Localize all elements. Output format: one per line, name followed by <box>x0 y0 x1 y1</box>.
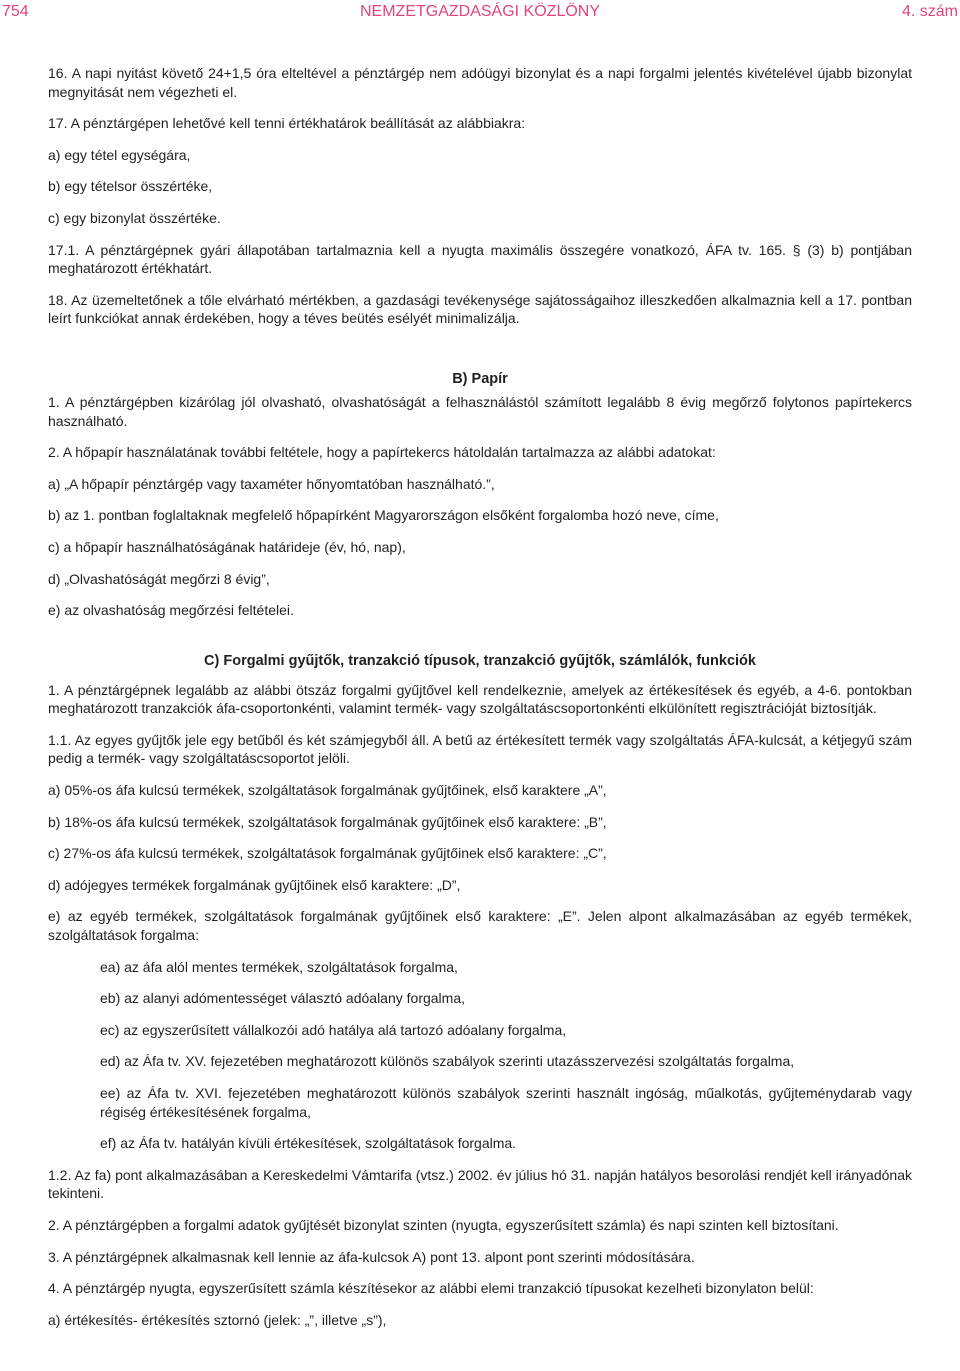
list-item: c) egy bizonylat összértéke. <box>48 209 221 226</box>
list-item: d) „Olvashatóságát megőrzi 8 évig”, <box>48 570 270 587</box>
list-item: c) 27%-os áfa kulcsú termékek, szolgáltatások forgalmának gyűjtőinek első karaktere: „C”, <box>48 845 607 862</box>
paragraph: 2. A hőpapír használatának további feltétele, hogy a papírtekercs hátoldalán tartalmazza az alábbi adatokat: <box>48 444 716 461</box>
list-item: e) az egyéb termékek, szolgáltatások forgalmának gyűjtőinek első karaktere: „E”. Jelen alpont alkalmazásában az egyéb termékek, szolgáltatások forgalma: <box>48 908 912 944</box>
paragraph-17: 17. A pénztárgépen lehetővé kell tenni értékhatárok beállítását az alábbiakra: <box>48 115 526 132</box>
paragraph: 1.2. Az fa) pont alkalmazásában a Kereskedelmi Vámtarifa (vtsz.) 2002. év július hó 31. napján hatályos besorolási rendjét kell irányadónak tekinteni. <box>48 1166 912 1202</box>
paragraph-17-1: 17.1. A pénztárgépnek gyári állapotában tartalmaznia kell a nyugta maximális összegére vonatkozó, ÁFA tv. 165. § (3) b) pontjában meghatározott értékhatárt. <box>48 241 912 277</box>
paragraph: 4. A pénztárgép nyugta, egyszerűsített számla készítésekor az alábbi elemi tranzakció típusokat kezelheti bizonylaton belül: <box>48 1280 814 1297</box>
paragraph: 1.1. Az egyes gyűjtők jele egy betűből és két számjegyből áll. A betű az értékesített termék vagy szolgáltatás ÁFA-kulcsát, a kétjegyű szám pedig a termék- vagy szolgáltatáscsoportot jelöli. <box>48 731 912 767</box>
list-item: c) a hőpapír használhatóságának határideje (év, hó, nap), <box>48 538 406 555</box>
sub-list-item: ef) az Áfa tv. hatályán kívüli értékesítések, szolgáltatások forgalma. <box>100 1135 517 1152</box>
page-number: 754 <box>2 3 29 20</box>
section-heading-c: C) Forgalmi gyűjtők, tranzakció típusok, tranzakció gyűjtők, számlálók, funkciók <box>204 652 756 669</box>
sub-list-item: ec) az egyszerűsített vállalkozói adó hatálya alá tartozó adóalany forgalma, <box>100 1021 567 1038</box>
list-item: b) az 1. pontban foglaltaknak megfelelő hőpapírként Magyarországon elsőként forgalomba hozó neve, címe, <box>48 507 719 524</box>
section-heading-b: B) Papír <box>452 370 508 387</box>
list-item: a) egy tétel egységára, <box>48 146 191 163</box>
sub-list-item: eb) az alanyi adómentességet választó adóalany forgalma, <box>100 990 465 1007</box>
publication-title: NEMZETGAZDASÁGI KÖZLÖNY <box>359 3 601 20</box>
paragraph: 2. A pénztárgépben a forgalmi adatok gyűjtését bizonylat szinten (nyugta, egyszerűsített számla) és napi szinten kell biztosítani. <box>48 1216 839 1233</box>
list-item: b) 18%-os áfa kulcsú termékek, szolgáltatások forgalmának gyűjtőinek első karaktere: „B”, <box>48 813 607 830</box>
list-item: b) egy tételsor összértéke, <box>48 178 213 195</box>
list-item: a) 05%-os áfa kulcsú termékek, szolgáltatások forgalmának gyűjtőinek, első karaktere „A”, <box>48 782 607 799</box>
document-body <box>48 64 912 1329</box>
list-item: a) „A hőpapír pénztárgép vagy taxaméter hőnyomtatóban használható.”, <box>48 475 495 492</box>
sub-list-item: ea) az áfa alól mentes termékek, szolgáltatások forgalma, <box>100 958 458 975</box>
sub-list-item: ed) az Áfa tv. XV. fejezetében meghatározott különös szabályok szerinti utazásszervezési szolgáltatás forgalma, <box>100 1053 795 1070</box>
sub-list-item: ee) az Áfa tv. XVI. fejezetében meghatározott különös szabályok szerinti használt ingóság, műalkotás, gyűjteménydarab vagy régiség értékesítésének forgalma, <box>100 1085 912 1120</box>
list-item: a) értékesítés- értékesítés sztornó (jelek: „”, illetve „s”), <box>48 1311 387 1328</box>
paragraph-16: 16. A napi nyitást követő 24+1,5 óra elteltével a pénztárgép nem adóügyi bizonylat és a napi forgalmi jelentés kivételével újabb bizonylat megnyitását nem végezheti el. <box>48 65 912 100</box>
paragraph-18: 18. Az üzemeltetőnek a tőle elvárható mértékben, a gazdasági tevékenysége sajátosságaihoz illeszkedően alkalmaznia kell a 17. pontban leírt funkciókat annak érdekében, hogy a téves beütés esélyét minimalizálja. <box>48 291 912 327</box>
list-item: d) adójegyes termékek forgalmának gyűjtőinek első karaktere: „D”, <box>48 876 461 893</box>
paragraph: 1. A pénztárgépben kizárólag jól olvasható, olvashatóságát a felhasználástól számított legalább 8 évig megőrző folytonos papírtekercs használható. <box>48 393 912 429</box>
list-item: e) az olvashatóság megőrzési feltételei. <box>48 602 294 619</box>
page-header <box>0 0 960 30</box>
issue-number: 4. szám <box>901 3 958 20</box>
paragraph: 1. A pénztárgépnek legalább az alábbi ötszáz forgalmi gyűjtővel kell rendelkeznie, amelyek az értékesítések és egyéb, a 4-6. pontokban meghatározott tranzakciók áfa-csoportonkénti, valamint termék- vagy szolgáltatáscsoportonkénti elkülönített regisztrációját biztosítják. <box>48 681 912 717</box>
paragraph: 3. A pénztárgépnek alkalmasnak kell lennie az áfa-kulcsok A) pont 13. alpont pont szerinti módosítására. <box>48 1248 695 1265</box>
